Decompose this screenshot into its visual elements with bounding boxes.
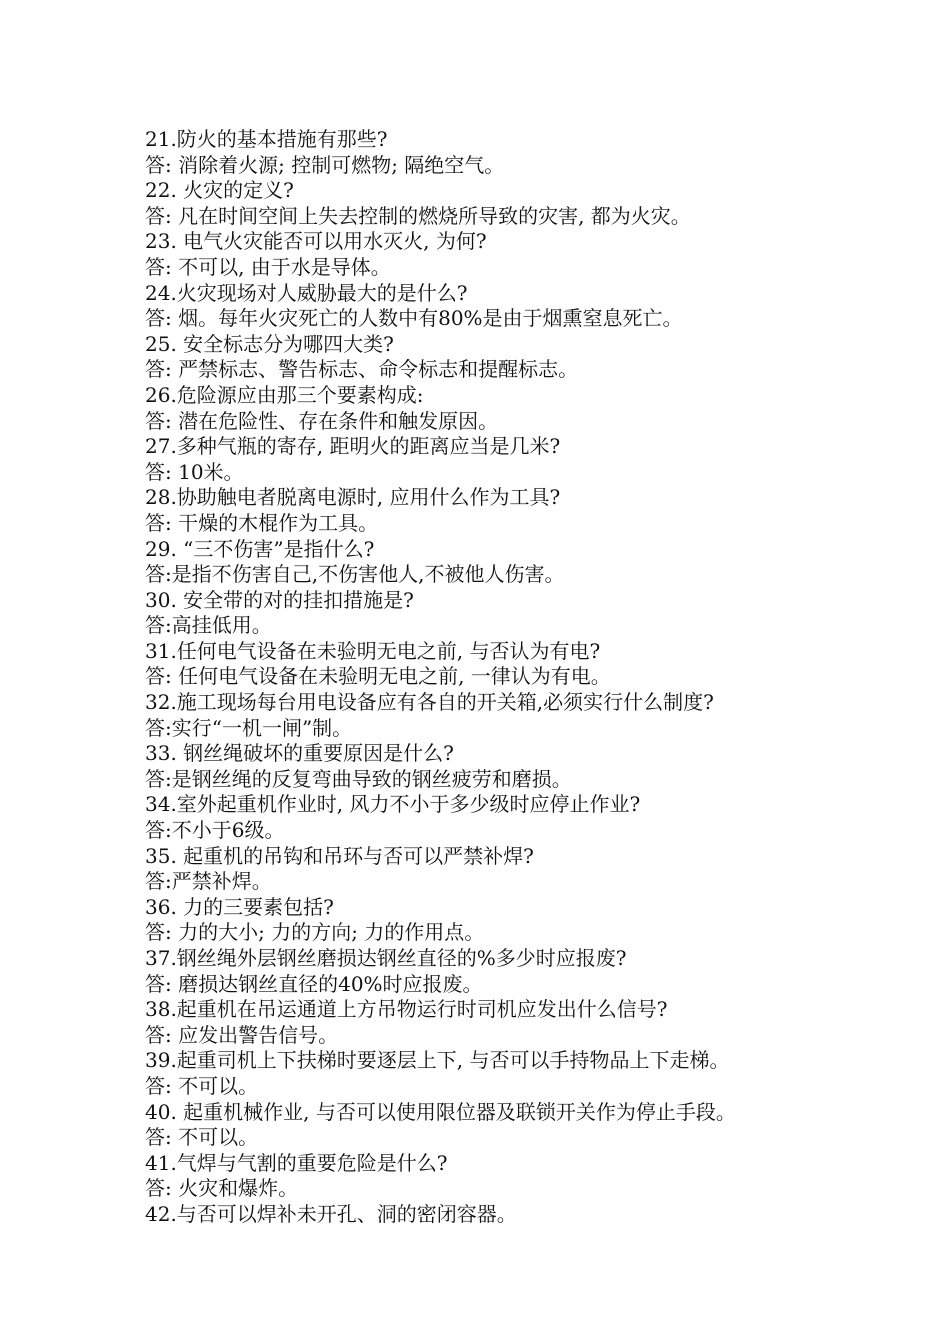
answer-line: 答: 火灾和爆炸。 [145,1176,299,1201]
question-line: 42.与否可以焊补未开孔、洞的密闭容器。 [145,1201,517,1226]
answer-line: 答: 不可以。 [145,1125,259,1150]
question-line: 29. “三不伤害”是指什么? [145,536,375,561]
question-line: 28.协助触电者脱离电源时, 应用什么作为工具? [145,485,561,510]
question-line: 31.任何电气设备在未验明无电之前, 与否认为有电? [145,638,601,663]
answer-line: 答: 不可以, 由于水是导体。 [145,254,391,279]
question-line: 37.钢丝绳外层钢丝磨损达钢丝直径的%多少时应报废? [145,946,627,970]
answer-line: 答:是指不伤害自己,不伤害他人,不被他人伤害。 [145,562,565,587]
question-line: 33. 钢丝绳破坏的重要原因是什么? [145,741,454,766]
question-line: 30. 安全带的对的挂扣措施是? [145,587,414,612]
answer-line: 答: 任何电气设备在未验明无电之前, 一律认为有电。 [145,664,611,689]
answer-line: 答: 不可以。 [145,1073,259,1098]
question-line: 39.起重司机上下扶梯时要逐层上下, 与否可以手持物品上下走梯。 [145,1048,730,1073]
question-line: 36. 力的三要素包括? [145,894,334,919]
answer-line: 答:是钢丝绳的反复弯曲导致的钢丝疲劳和磨损。 [145,766,572,791]
answer-line: 答: 严禁标志、警告标志、命令标志和提醒标志。 [145,357,579,382]
question-line: 21.防火的基本措施有那些? [145,127,388,151]
question-line: 24.火灾现场对人威胁最大的是什么? [145,280,468,305]
answer-line: 答:严禁补焊。 [145,869,272,894]
question-line: 35. 起重机的吊钩和吊环与否可以严禁补焊? [145,843,534,868]
question-line: 38.起重机在吊运通道上方吊物运行时司机应发出什么信号? [145,997,668,1022]
question-line: 25. 安全标志分为哪四大类? [145,331,394,356]
answer-line: 答: 潜在危险性、存在条件和触发原因。 [145,408,499,433]
question-line: 27.多种气瓶的寄存, 距明火的距离应当是几米? [145,434,561,459]
qa-text-body [145,127,825,1228]
question-line: 40. 起重机械作业, 与否可以使用限位器及联锁开关作为停止手段。 [145,1099,736,1124]
answer-line: 答: 干燥的木棍作为工具。 [145,510,379,535]
answer-line: 答: 消除着火源; 控制可燃物; 隔绝空气。 [145,152,505,177]
answer-line: 答: 烟。每年火灾死亡的人数中有80%是由于烟熏窒息死亡。 [145,306,683,331]
answer-line: 答: 应发出警告信号。 [145,1022,339,1047]
answer-line: 答: 磨损达钢丝直径的40%时应报废。 [145,971,483,996]
question-line: 34.室外起重机作业时, 风力不小于多少级时应停止作业? [145,792,641,817]
answer-line: 答:不小于6级。 [145,818,285,843]
question-line: 23. 电气火灾能否可以用水灭火, 为何? [145,229,487,254]
answer-line: 答: 力的大小; 力的方向; 力的作用点。 [145,920,485,945]
answer-line: 答: 凡在时间空间上失去控制的燃烧所导致的灾害, 都为火灾。 [145,203,691,228]
question-line: 26.危险源应由那三个要素构成: [145,382,424,407]
answer-line: 答:实行“一机一闸”制。 [145,715,353,740]
answer-line: 答:高挂低用。 [145,613,272,638]
question-line: 41.气焊与气割的重要危险是什么? [145,1150,448,1175]
question-line: 32.施工现场每台用电设备应有各自的开关箱,必须实行什么制度? [145,690,714,715]
answer-line: 答: 10米。 [145,459,244,484]
question-line: 22. 火灾的定义? [145,178,294,203]
